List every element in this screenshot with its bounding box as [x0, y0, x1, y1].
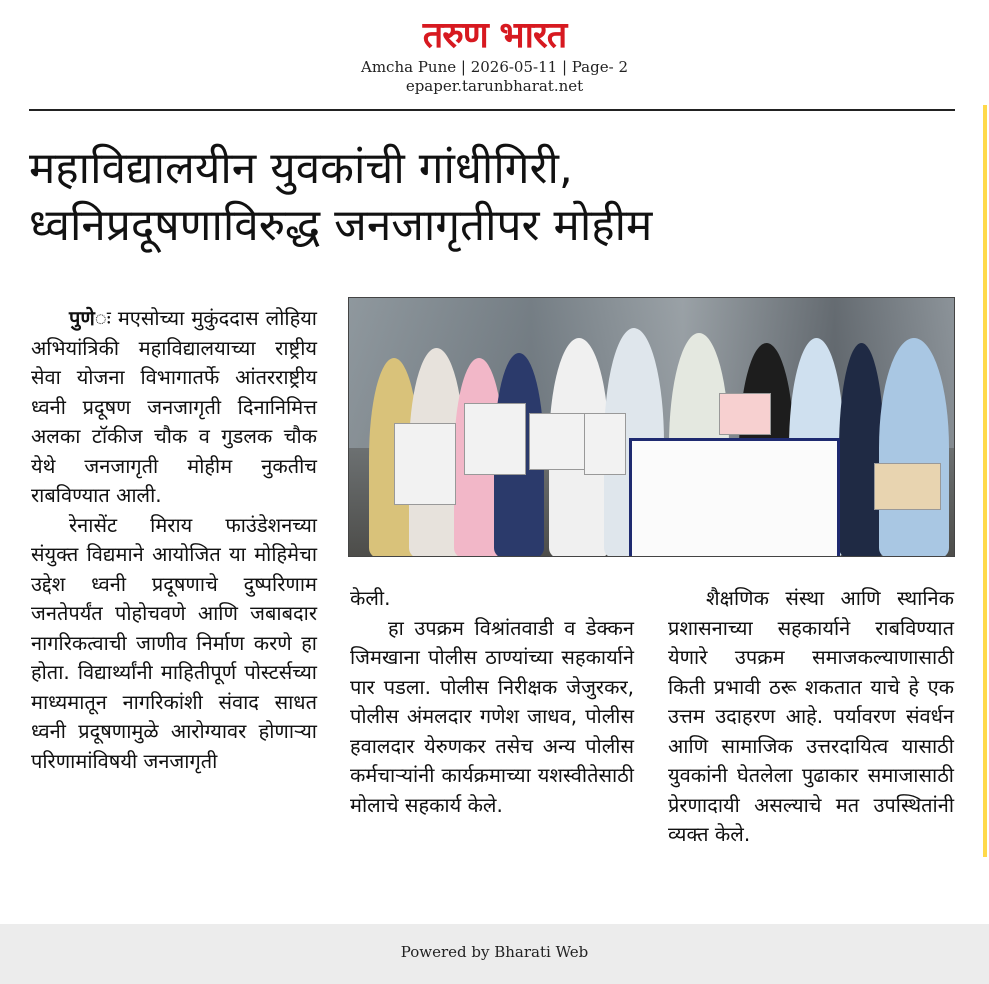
- photo-figure: [839, 343, 884, 557]
- article-headline: [29, 140, 949, 254]
- news-photo: [348, 297, 955, 557]
- paragraph-text: ः मएसोच्या मुकुंददास लोहिया अभियांत्रिकी महाविद्यालयाच्या राष्ट्रीय सेवा योजना विभागातर्फे आंतरराष्ट्रीय ध्वनी प्रदूषण जनजागृती दिनानिमित्त अलका टॉकीज चौक व गुडलक चौक येथे जनजागृती मोहीम नुकतीच राबविण्यात आली.: [31, 306, 317, 507]
- paragraph: केली.: [350, 586, 391, 610]
- article-column-1: [31, 304, 317, 776]
- site-url[interactable]: epaper.tarunbharat.net: [405, 77, 584, 95]
- footer: [0, 924, 989, 984]
- footer-credit[interactable]: Powered by Bharati Web: [400, 943, 589, 961]
- newspaper-logo[interactable]: [423, 14, 567, 58]
- photo-poster: [719, 393, 771, 435]
- photo-banner: [629, 438, 840, 557]
- article-column-3: [668, 584, 954, 850]
- paragraph: [31, 304, 317, 511]
- headline-line-1: महाविद्यालयीन युवकांची गांधीगिरी,: [29, 143, 573, 194]
- paragraph: रेनासेंट मिराय फाउंडेशनच्या संयुक्त विद्यमाने आयोजित या मोहिमेचा उद्देश ध्वनी प्रदूषणाचे दुष्परिणाम जनतेपर्यंत पोहोचवणे आणि जबाबदार नागरिकत्वाची जाणीव निर्माण करणे हा होता. विद्यार्थ्यांनी माहितीपूर्ण पोस्टर्सच्या माध्यमातून नागरिकांशी संवाद साधत ध्वनी प्रदूषणामुळे आरोग्यावर होणाऱ्या परिणामांविषयी जनजागृती: [31, 512, 317, 773]
- photo-poster: [874, 463, 941, 510]
- masthead: [0, 14, 989, 96]
- photo-figure: [879, 338, 949, 557]
- photo-poster: [464, 403, 526, 475]
- headline-line-2: ध्वनिप्रदूषणाविरुद्ध जनजागृतीपर मोहीम: [29, 200, 653, 251]
- header-divider: [29, 109, 955, 111]
- photo-poster: [584, 413, 626, 475]
- accent-bar: [983, 105, 987, 857]
- logo-text: तरुण भारत: [422, 15, 567, 56]
- paragraph: हा उपक्रम विश्रांतवाडी व डेक्कन जिमखाना पोलीस ठाण्यांच्या सहकार्याने पार पडला. पोलीस निरीक्षक जेजुरकर, पोलीस अंमलदार गणेश जाधव, पोलीस हवालदार येरुणकर तसेच अन्य पोलीस कर्मचाऱ्यांनी कार्यक्रमाच्या यशस्वीतेसाठी मोलाचे सहकार्य केले.: [350, 615, 634, 817]
- edition-meta: Amcha Pune | 2026-05-11 | Page- 2: [360, 58, 628, 76]
- paragraph: शैक्षणिक संस्था आणि स्थानिक प्रशासनाच्या सहकार्याने राबविण्यात येणारे उपक्रम समाजकल्याणासाठी किती प्रभावी ठरू शकतात याचे हे एक उत्तम उदाहरण आहे. पर्यावरण संवर्धन आणि सामाजिक उत्तरदायित्व यासाठी युवकांनी घेतलेला पुढाकार समाजासाठी प्रेरणादायी असल्याचे मत उपस्थितांनी व्यक्त केले.: [668, 586, 954, 846]
- article-column-2: [350, 584, 634, 820]
- photo-poster: [394, 423, 456, 505]
- dateline: पुणे: [69, 306, 95, 330]
